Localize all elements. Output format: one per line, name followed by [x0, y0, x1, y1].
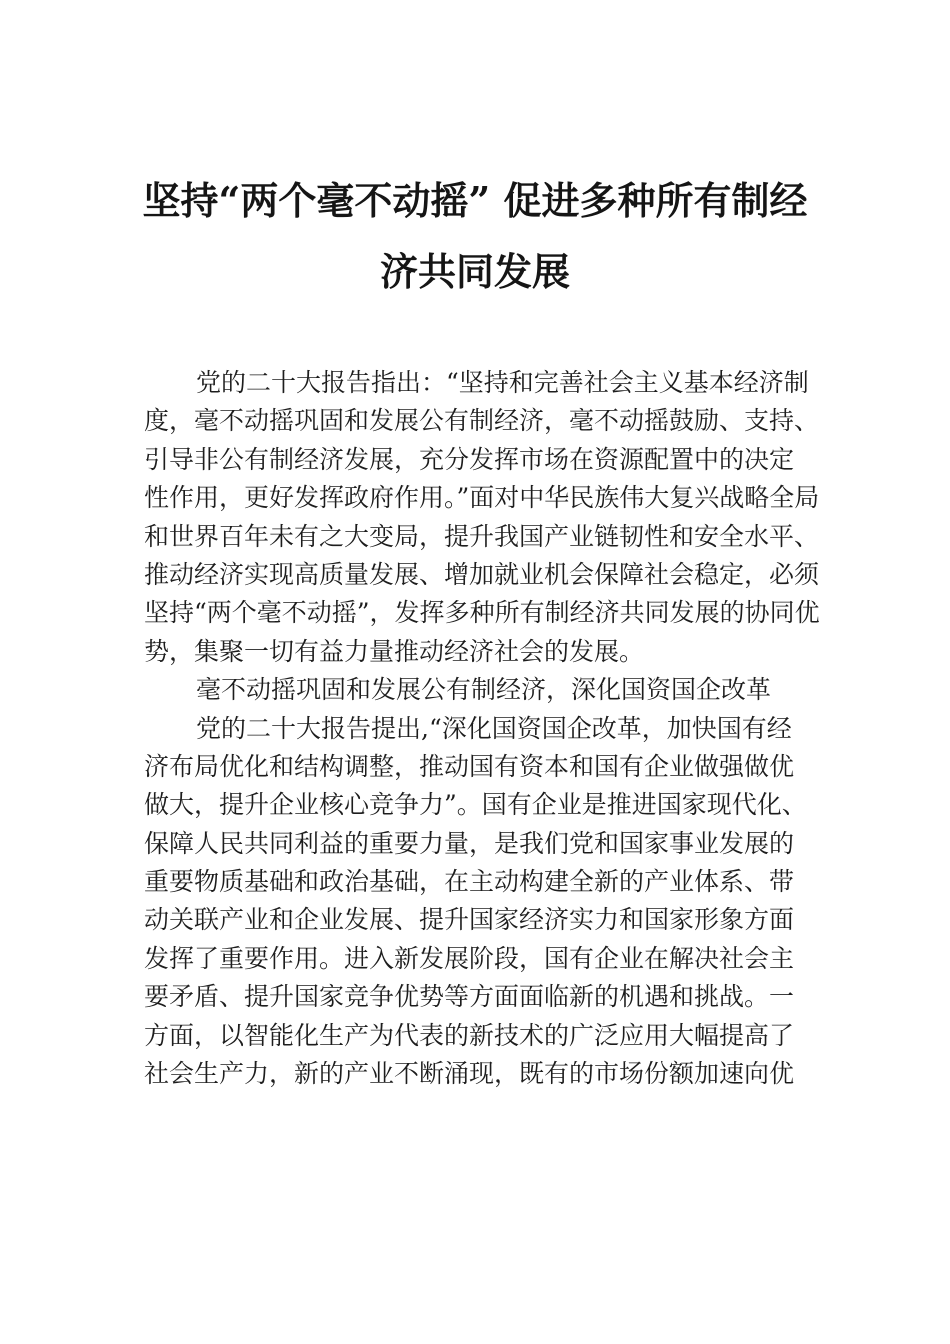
paragraph-1-line: 推动经济实现高质量发展、增加就业机会保障社会稳定，必须	[144, 559, 820, 589]
paragraph-2-line: 要矛盾、提升国家竞争优势等方面面临新的机遇和挑战。一	[144, 982, 795, 1012]
paragraph-1-line: 坚持“两个毫不动摇”，发挥多种所有制经济共同发展的协同优	[144, 598, 820, 628]
paragraph-2-line: 济布局优化和结构调整，推动国有资本和国有企业做强做优	[144, 751, 795, 781]
paragraph-1-line: 和世界百年未有之大变局，提升我国产业链韧性和安全水平、	[144, 521, 820, 551]
document-body	[144, 364, 844, 1093]
paragraph-2-line: 社会生产力，新的产业不断涌现，既有的市场份额加速向优	[144, 1059, 795, 1089]
paragraph-2-line: 重要物质基础和政治基础，在主动构建全新的产业体系、带	[144, 867, 795, 897]
paragraph-1-line: 势，集聚一切有益力量推动经济社会的发展。	[144, 636, 645, 666]
document-title-line-1: 坚持“两个毫不动摇” 促进多种所有制经	[142, 178, 808, 223]
paragraph-2-line: 动关联产业和企业发展、提升国家经济实力和国家形象方面	[144, 905, 795, 935]
paragraph-2-line: 做大，提升企业核心竞争力”。国有企业是推进国家现代化、	[144, 790, 807, 820]
paragraph-1-line: 度，毫不动摇巩固和发展公有制经济，毫不动摇鼓励、支持、	[144, 406, 820, 436]
paragraph-1-line: 引导非公有制经济发展，充分发挥市场在资源配置中的决定	[144, 444, 795, 474]
paragraph-2-line: 发挥了重要作用。进入新发展阶段，国有企业在解决社会主	[144, 943, 795, 973]
paragraph-1-line: 党的二十大报告指出：“坚持和完善社会主义基本经济制	[196, 368, 809, 397]
paragraph-1-line: 性作用，更好发挥政府作用。”面对中华民族伟大复兴战略全局	[144, 483, 820, 513]
paragraph-2-line: 方面，以智能化生产为代表的新技术的广泛应用大幅提高了	[144, 1020, 795, 1050]
document-title-line-2: 济共同发展	[379, 249, 570, 294]
paragraph-2-line: 党的二十大报告提出,“深化国资国企改革，加快国有经	[196, 713, 792, 743]
section-heading: 毫不动摇巩固和发展公有制经济，深化国资国企改革	[196, 675, 772, 705]
paragraph-2-line: 保障人民共同利益的重要力量，是我们党和国家事业发展的	[144, 828, 795, 858]
